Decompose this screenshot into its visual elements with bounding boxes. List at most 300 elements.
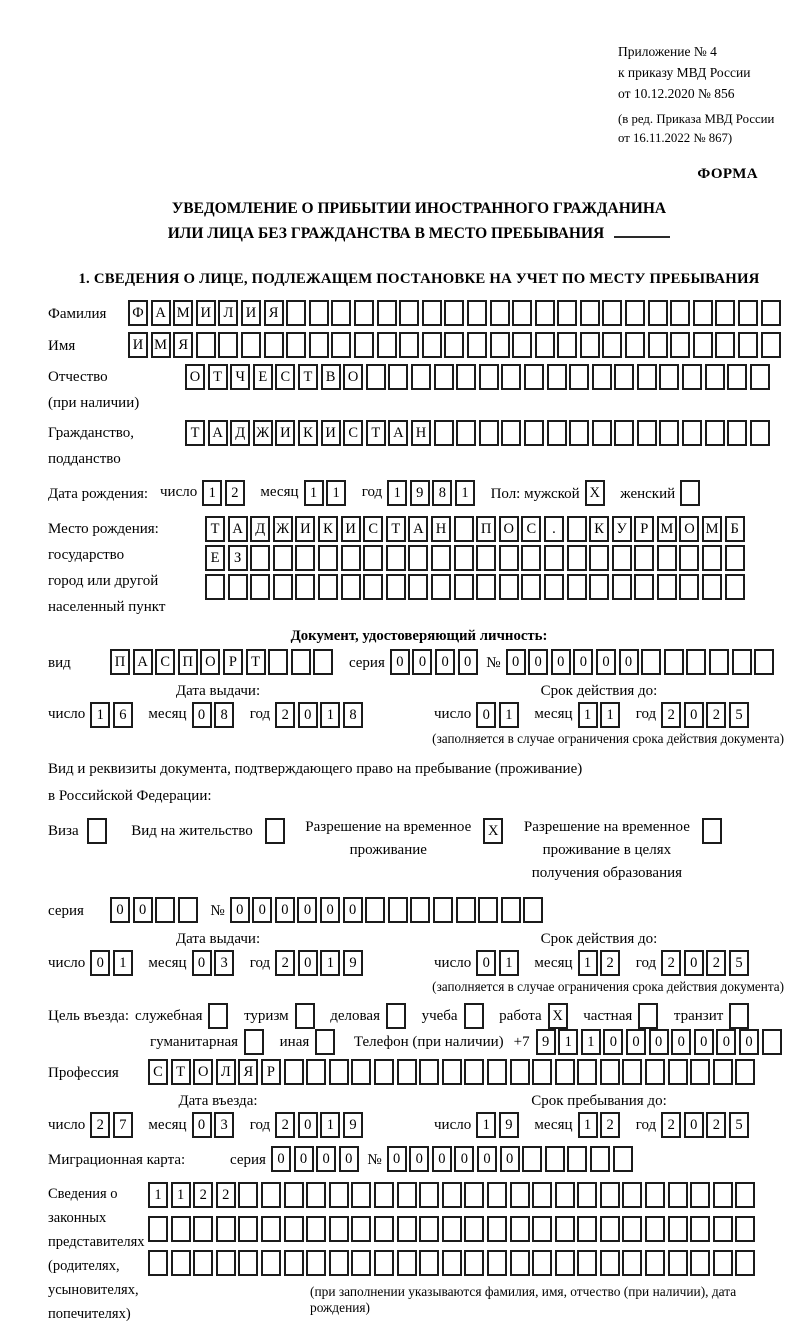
char-box: 0 [603, 1029, 623, 1055]
char-box: 1 [476, 1112, 496, 1138]
char-box: 1 [202, 480, 222, 506]
char-box: Ж [253, 420, 273, 446]
char-box [329, 1182, 349, 1208]
char-box: Т [298, 364, 318, 390]
annex-line: Приложение № 4 [618, 44, 717, 59]
char-box [659, 364, 679, 390]
char-box [735, 1216, 755, 1242]
char-box: 0 [596, 649, 616, 675]
name-label: Имя [48, 337, 76, 354]
char-box: 8 [343, 702, 363, 728]
char-box: 2 [706, 950, 726, 976]
name-boxes [128, 332, 783, 358]
char-box [205, 574, 225, 600]
char-box [306, 1216, 326, 1242]
char-box: Б [725, 516, 745, 542]
char-box [535, 332, 555, 358]
section-1-title: 1. СВЕДЕНИЯ О ЛИЦЕ, ПОДЛЕЖАЩЕМ ПОСТАНОВКЕ НА УЧЕТ ПО МЕСТУ ПРЕБЫВАНИЯ [78, 270, 760, 287]
char-box: М [702, 516, 722, 542]
char-box [532, 1182, 552, 1208]
char-box [592, 364, 612, 390]
label-line: законных [48, 1210, 107, 1227]
visa-label: Виза [48, 822, 79, 839]
char-box [487, 1182, 507, 1208]
char-box [241, 332, 261, 358]
valid-until-header: Срок действия до: [540, 682, 658, 699]
char-box [464, 1059, 484, 1085]
char-box: Я [238, 1059, 258, 1085]
char-box [567, 574, 587, 600]
profession-row [48, 1059, 790, 1087]
char-box [686, 649, 706, 675]
char-box: 0 [90, 950, 110, 976]
char-box [544, 574, 564, 600]
char-box [479, 364, 499, 390]
char-box [419, 1059, 439, 1085]
date-part-label: месяц [534, 1116, 573, 1133]
char-box [580, 332, 600, 358]
patronymic-row [48, 364, 790, 416]
char-box: 2 [90, 1112, 110, 1138]
char-box [754, 649, 774, 675]
char-box [331, 300, 351, 326]
date-part-label: год [249, 1116, 271, 1133]
char-box [228, 574, 248, 600]
purpose-checkbox [208, 1003, 228, 1029]
char-box [265, 818, 285, 844]
char-box [622, 1216, 642, 1242]
char-box: П [110, 649, 130, 675]
char-box: 0 [476, 702, 496, 728]
char-box: О [185, 364, 205, 390]
char-box: 2 [275, 950, 295, 976]
char-box [577, 1250, 597, 1276]
char-box [532, 1216, 552, 1242]
char-box [622, 1250, 642, 1276]
date-part-label: год [361, 484, 383, 501]
char-box [309, 300, 329, 326]
char-box [693, 332, 713, 358]
char-box: 1 [326, 480, 346, 506]
char-box: 1 [499, 950, 519, 976]
temp-residence-permit-checkbox [483, 816, 506, 844]
char-box [422, 332, 442, 358]
char-box [329, 1059, 349, 1085]
char-box: 2 [275, 1112, 295, 1138]
phone-boxes [536, 1029, 785, 1055]
date-part-label: месяц [148, 1116, 187, 1133]
char-box [521, 545, 541, 571]
char-box [569, 364, 589, 390]
char-box [501, 364, 521, 390]
char-box [690, 1182, 710, 1208]
char-box [761, 300, 781, 326]
char-box: 0 [671, 1029, 691, 1055]
date-part-label: месяц [534, 954, 573, 971]
char-box [510, 1250, 530, 1276]
char-box: Т [386, 516, 406, 542]
char-box [442, 1059, 462, 1085]
char-box [614, 420, 634, 446]
char-box: 0 [626, 1029, 646, 1055]
char-box [713, 1182, 733, 1208]
char-box: 0 [316, 1146, 336, 1172]
char-box [464, 1216, 484, 1242]
char-box [693, 300, 713, 326]
char-box [590, 1146, 610, 1172]
char-box [261, 1182, 281, 1208]
char-box: 9 [499, 1112, 519, 1138]
char-box: М [173, 300, 193, 326]
visa-checkbox [87, 816, 110, 844]
representatives-line2 [148, 1216, 790, 1242]
char-box [479, 420, 499, 446]
char-box: 5 [729, 950, 749, 976]
char-box: 1 [387, 480, 407, 506]
char-box [171, 1250, 191, 1276]
representatives-row [48, 1182, 790, 1326]
char-box [442, 1216, 462, 1242]
char-box [634, 545, 654, 571]
char-box [454, 574, 474, 600]
char-box: Т [171, 1059, 191, 1085]
char-box [268, 649, 288, 675]
char-box: И [241, 300, 261, 326]
char-box: 1 [578, 1112, 598, 1138]
name-row [48, 332, 790, 360]
char-box: Т [246, 649, 266, 675]
char-box [557, 300, 577, 326]
char-box: 0 [684, 702, 704, 728]
char-box [487, 1216, 507, 1242]
char-box: 1 [499, 702, 519, 728]
char-box [602, 332, 622, 358]
date-part-label: число [48, 706, 86, 723]
char-box [490, 300, 510, 326]
residence-permit-label: Вид на жительство [131, 822, 253, 839]
char-box [363, 545, 383, 571]
char-box [600, 1250, 620, 1276]
char-box: И [196, 300, 216, 326]
char-box [622, 1059, 642, 1085]
char-box [702, 574, 722, 600]
char-box [702, 545, 722, 571]
char-box [725, 574, 745, 600]
char-box [648, 332, 668, 358]
purpose-checkbox: X [548, 1003, 568, 1029]
char-box [657, 574, 677, 600]
char-box [625, 300, 645, 326]
char-box [657, 545, 677, 571]
char-box [442, 1182, 462, 1208]
char-box: П [178, 649, 198, 675]
char-box: Т [366, 420, 386, 446]
identity-doc-date-headers [48, 683, 790, 700]
char-box [476, 574, 496, 600]
annex-reference [618, 42, 790, 148]
stay-until-header: Срок пребывания до: [531, 1093, 667, 1110]
char-box [682, 364, 702, 390]
char-box [422, 300, 442, 326]
char-box [577, 1059, 597, 1085]
char-box [567, 1146, 587, 1172]
label-line: населенный пункт [48, 598, 166, 615]
char-box [679, 574, 699, 600]
doc-kind-boxes [110, 649, 336, 675]
char-box: 2 [661, 950, 681, 976]
char-box [487, 1059, 507, 1085]
char-box [567, 516, 587, 542]
char-box [668, 1182, 688, 1208]
form-label: ФОРМА [697, 166, 758, 183]
representatives-note: (при заполнении указываются фамилия, имя, отчество (при наличии), дата рождения) [310, 1284, 737, 1316]
purpose-label: деловая [330, 1007, 380, 1024]
char-box [670, 332, 690, 358]
purpose-options [150, 1029, 338, 1055]
char-box: 3 [214, 950, 234, 976]
citizenship-label: Гражданство, подданство [48, 424, 135, 467]
char-box [363, 574, 383, 600]
char-box: 2 [661, 702, 681, 728]
char-box [306, 1250, 326, 1276]
char-box [641, 649, 661, 675]
char-box [87, 818, 107, 844]
residence-doc-options [48, 816, 790, 886]
char-box [351, 1216, 371, 1242]
title-blank-underline [614, 236, 670, 238]
char-box: А [228, 516, 248, 542]
char-box: 0 [409, 1146, 429, 1172]
char-box: 0 [294, 1146, 314, 1172]
char-box [193, 1250, 213, 1276]
validity-note: (заполняется в случае ограничения срока действия документа) [432, 730, 784, 746]
char-box [250, 574, 270, 600]
char-box [478, 897, 498, 923]
label-line: государство [48, 546, 125, 563]
purpose-options [135, 1003, 752, 1029]
char-box: 0 [619, 649, 639, 675]
char-box [295, 545, 315, 571]
phone-label: Телефон (при наличии) [353, 1033, 504, 1050]
valid-until-boxes [434, 950, 752, 976]
date-part-label: год [249, 706, 271, 723]
char-box: 9 [410, 480, 430, 506]
char-box [750, 364, 770, 390]
doc-series-label: серия [348, 654, 385, 671]
char-box [196, 332, 216, 358]
sex-female-checkbox [680, 480, 703, 506]
char-box [532, 1250, 552, 1276]
valid-until-boxes [434, 702, 752, 728]
char-box: З [228, 545, 248, 571]
char-box [577, 1182, 597, 1208]
annex-line: к приказу МВД России [618, 64, 751, 80]
entry-stay-date-headers [48, 1093, 790, 1110]
purpose-checkbox [315, 1029, 335, 1055]
char-box: 0 [454, 1146, 474, 1172]
birthdate-boxes [160, 480, 478, 506]
char-box [705, 364, 725, 390]
residence-doc-series-row [48, 897, 790, 925]
char-box [670, 300, 690, 326]
char-box [555, 1059, 575, 1085]
birthdate-row [48, 480, 790, 508]
representatives-label [48, 1182, 148, 1326]
date-part-label: месяц [148, 954, 187, 971]
char-box: 0 [684, 950, 704, 976]
char-box: 1 [581, 1029, 601, 1055]
char-box: С [521, 516, 541, 542]
char-box: 1 [90, 702, 110, 728]
char-box [419, 1250, 439, 1276]
citizenship-boxes [185, 420, 772, 446]
migration-card-label: Миграционная карта: [48, 1152, 186, 1169]
char-box [535, 300, 555, 326]
char-box [659, 420, 679, 446]
char-box [735, 1059, 755, 1085]
char-box [557, 332, 577, 358]
char-box: 0 [694, 1029, 714, 1055]
purpose-checkbox [295, 1003, 315, 1029]
char-box [750, 420, 770, 446]
purpose-label: частная [583, 1007, 633, 1024]
char-box [456, 420, 476, 446]
residence-series-label: серия [48, 903, 84, 920]
char-box: 0 [320, 897, 340, 923]
char-box [238, 1182, 258, 1208]
sex-male-checkbox [585, 480, 608, 506]
char-box [522, 1146, 542, 1172]
char-box [612, 545, 632, 571]
char-box [238, 1250, 258, 1276]
label-line: Место рождения: [48, 520, 159, 537]
char-box: А [133, 649, 153, 675]
char-box [250, 545, 270, 571]
char-box [589, 545, 609, 571]
representatives-line3 [148, 1250, 790, 1276]
citizenship-row [48, 420, 790, 472]
char-box: М [657, 516, 677, 542]
char-box [171, 1216, 191, 1242]
label-line: усыновителях, [48, 1282, 139, 1299]
char-box: О [193, 1059, 213, 1085]
entry-purpose-label: Цель въезда: [48, 1007, 129, 1024]
char-box: 0 [435, 649, 455, 675]
char-box: Р [261, 1059, 281, 1085]
char-box: 0 [297, 897, 317, 923]
date-part-label: месяц [148, 706, 187, 723]
char-box [487, 1250, 507, 1276]
char-box [408, 574, 428, 600]
char-box [261, 1216, 281, 1242]
char-box: Е [205, 545, 225, 571]
char-box: Е [253, 364, 273, 390]
char-box [732, 649, 752, 675]
birthdate-label: Дата рождения: [48, 485, 149, 502]
char-box [592, 420, 612, 446]
issue-date-boxes [48, 702, 388, 728]
purpose-label: туризм [244, 1007, 289, 1024]
char-box: 2 [600, 950, 620, 976]
char-box: У [612, 516, 632, 542]
char-box [442, 1250, 462, 1276]
char-box [408, 545, 428, 571]
char-box [377, 332, 397, 358]
migration-number-boxes [387, 1146, 636, 1172]
char-box [351, 1059, 371, 1085]
char-box [456, 364, 476, 390]
char-box [148, 1216, 168, 1242]
purpose-checkbox [464, 1003, 484, 1029]
char-box: 6 [113, 702, 133, 728]
label-line: город или другой [48, 572, 159, 589]
char-box [625, 332, 645, 358]
char-box: 1 [578, 702, 598, 728]
char-box [419, 1182, 439, 1208]
char-box [431, 574, 451, 600]
form-title-line2: ИЛИ ЛИЦА БЕЗ ГРАЖДАНСТВА В МЕСТО ПРЕБЫВАНИЯ [167, 224, 605, 242]
char-box [399, 332, 419, 358]
doc-number-boxes [506, 649, 777, 675]
char-box [727, 420, 747, 446]
representatives-line1 [148, 1182, 790, 1208]
char-box [713, 1059, 733, 1085]
char-box [388, 897, 408, 923]
char-box: А [388, 420, 408, 446]
char-box [645, 1250, 665, 1276]
residence-doc-date-headers [48, 931, 790, 948]
char-box [664, 649, 684, 675]
surname-row [48, 300, 790, 328]
char-box [738, 300, 758, 326]
char-box: К [589, 516, 609, 542]
residence-number-boxes [230, 897, 546, 923]
char-box [735, 1182, 755, 1208]
date-part-label: год [635, 706, 657, 723]
char-box [238, 1216, 258, 1242]
char-box: Л [218, 300, 238, 326]
char-box [148, 1250, 168, 1276]
char-box: К [298, 420, 318, 446]
char-box: 0 [432, 1146, 452, 1172]
char-box [614, 364, 634, 390]
char-box [306, 1059, 326, 1085]
char-box [637, 420, 657, 446]
char-box: О [679, 516, 699, 542]
char-box [313, 649, 333, 675]
char-box [386, 574, 406, 600]
date-part-label: число [434, 1116, 472, 1133]
char-box: Д [250, 516, 270, 542]
char-box: 0 [387, 1146, 407, 1172]
char-box [709, 649, 729, 675]
char-box [490, 332, 510, 358]
char-box [761, 332, 781, 358]
char-box: 0 [573, 649, 593, 675]
char-box [193, 1216, 213, 1242]
purpose-label: транзит [673, 1007, 724, 1024]
char-box [216, 1250, 236, 1276]
char-box: А [151, 300, 171, 326]
char-box [523, 897, 543, 923]
char-box [532, 1059, 552, 1085]
char-box: 9 [343, 1112, 363, 1138]
char-box [512, 332, 532, 358]
char-box: 0 [476, 950, 496, 976]
char-box: Я [173, 332, 193, 358]
char-box [284, 1216, 304, 1242]
birthplace-line1 [205, 516, 747, 542]
